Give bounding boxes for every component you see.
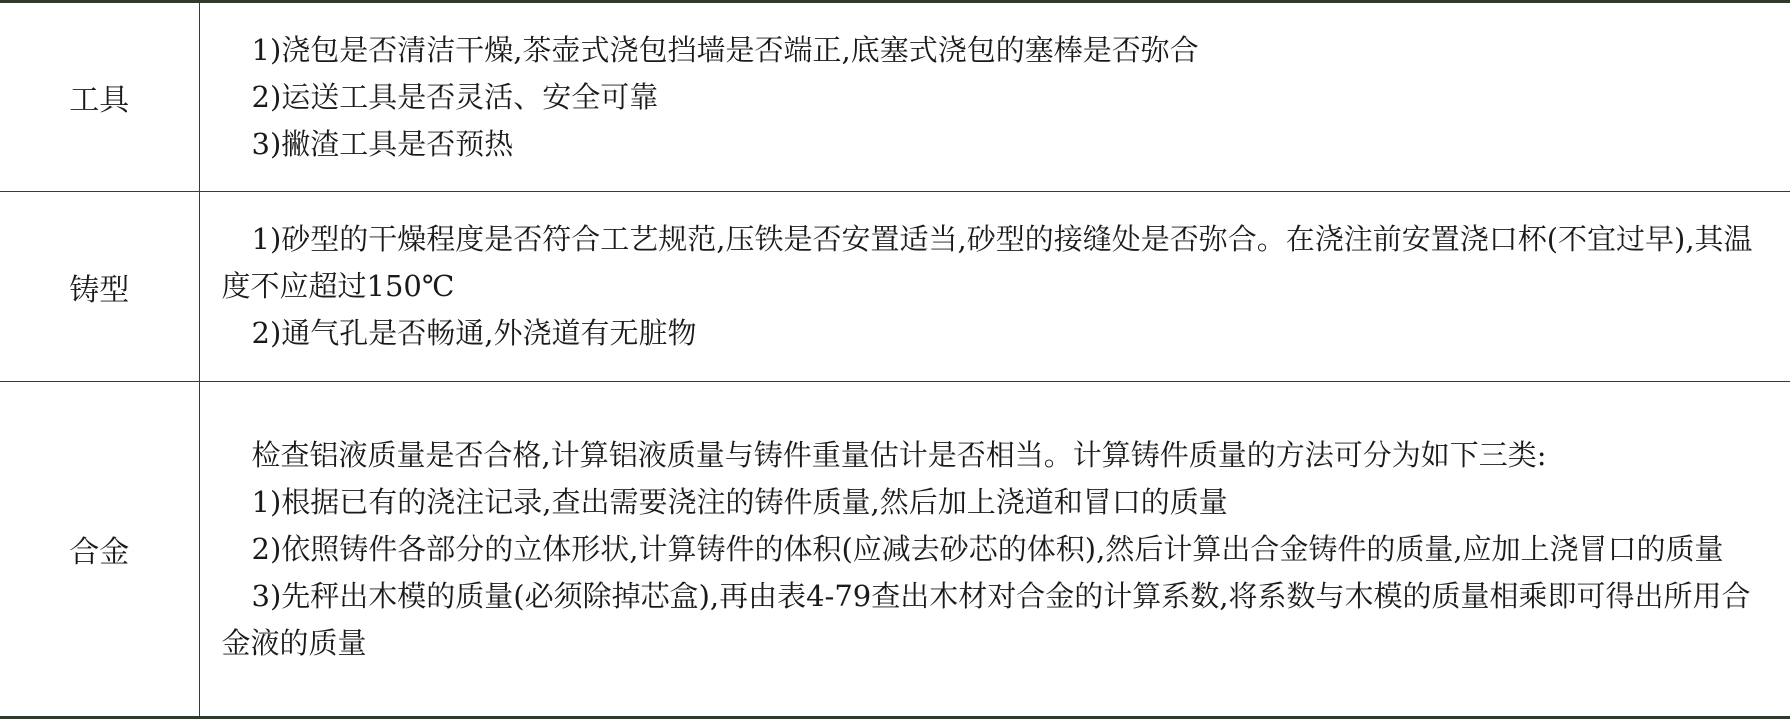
table-row-tools bbox=[0, 2, 1790, 192]
row-category-alloy: 合金 bbox=[0, 382, 199, 718]
table-row-mold bbox=[0, 192, 1790, 382]
mold-item-2: 2)通气孔是否畅通,外浇道有无脏物 bbox=[251, 316, 697, 350]
row-category-mold: 铸型 bbox=[0, 192, 199, 382]
table-row-alloy bbox=[0, 382, 1790, 718]
alloy-item-2: 2)依照铸件各部分的立体形状,计算铸件的体积(应减去砂芯的体积),然后计算出合金铸件的质量,应加上浇冒口的质量 bbox=[251, 531, 1724, 566]
row-category-tools: 工具 bbox=[0, 2, 199, 192]
mold-item-1: 1)砂型的干燥程度是否符合工艺规范,压铁是否安置适当,砂型的接缝处是否弥合。在浇注前安置浇口杯(不宜过早),其温度不应超过150℃ bbox=[221, 222, 1753, 303]
tools-item-3: 3)撇渣工具是否预热 bbox=[251, 126, 514, 161]
row-content-tools bbox=[199, 2, 1790, 192]
tools-item-1: 1)浇包是否清洁干燥,茶壶式浇包挡墙是否端正,底塞式浇包的塞棒是否弥合 bbox=[251, 32, 1199, 67]
tools-item-2: 2)运送工具是否灵活、安全可靠 bbox=[251, 79, 659, 114]
alloy-intro: 检查铝液质量是否合格,计算铝液质量与铸件重量估计是否相当。计算铸件质量的方法可分为如下三类: bbox=[251, 437, 1547, 472]
row-content-mold bbox=[199, 192, 1790, 382]
alloy-item-3: 3)先秤出木模的质量(必须除掉芯盒),再由表4-79查出木材对合金的计算系数,将系数与木模的质量相乘即可得出所用合金液的质量 bbox=[221, 578, 1751, 660]
alloy-item-1: 1)根据已有的浇注记录,查出需要浇注的铸件质量,然后加上浇道和冒口的质量 bbox=[251, 484, 1228, 519]
row-content-alloy bbox=[199, 382, 1790, 718]
